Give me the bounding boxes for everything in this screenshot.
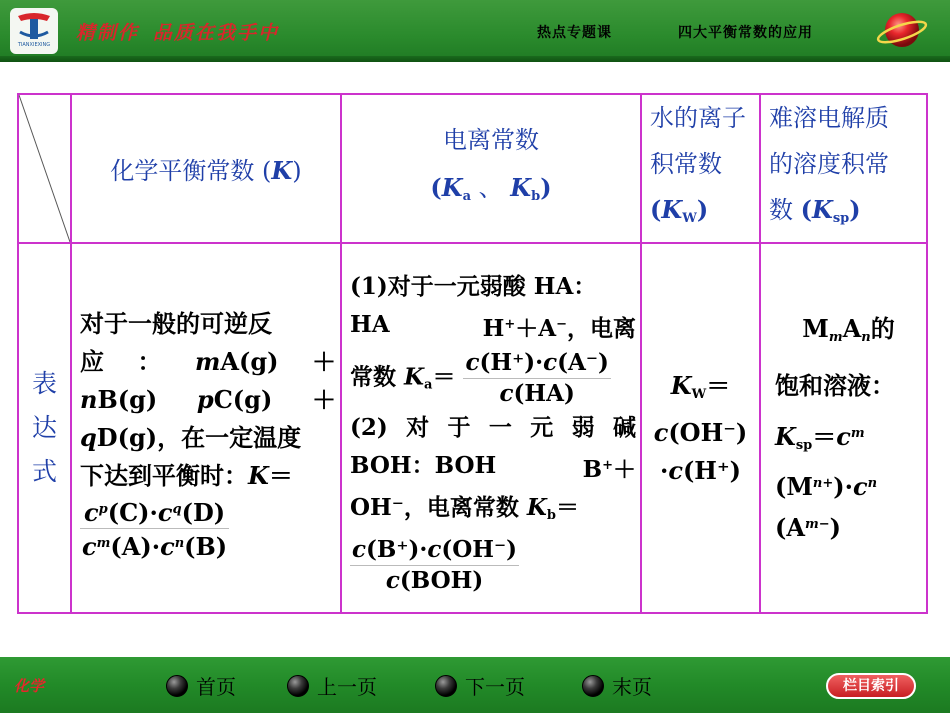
header-ionization: 电离常数 ($K_a$ 、 $K_b$) [341,94,641,243]
nav-last-button[interactable]: 末页 [582,671,652,700]
diagonal-line [19,95,70,242]
cell-ionization-expression: (1)对于一元弱酸 HA： HA H+＋A−，电离 常数 $K_a=$ $\frac{c(H^+)\cdot c(A^-)}{c(HA)}$ (2) 对 于 一 元 弱 碱 BOH：BOH B+＋ OH⁻，电离常数 $K_b=$ $\frac{c(B^+)\cdot c(OH^-)}{\text{c(BOH)}}$ [341,243,641,613]
corner-cell [18,94,71,243]
footer-bar [0,657,950,713]
ball-icon [435,675,457,697]
ball-icon [287,675,309,697]
ball-icon [166,675,188,697]
nav-prev-button[interactable]: 上一页 [287,671,377,700]
course-title: 热点专题课 [537,25,612,41]
ka-fraction: $\frac{c(H^+)\cdot c(A^-)}{c(HA)}$ [465,349,609,407]
nav-next-button[interactable]: 下一页 [435,671,525,700]
nav-home-button[interactable]: 首页 [166,671,236,700]
subject-label: 化学 [14,677,45,695]
kb-fraction: $\frac{c(B^+)\cdot c(OH^-)}{\text{c(BOH)}}$ [352,536,518,594]
section-index-button[interactable]: 栏目索引 [826,673,916,699]
expression-row [18,243,927,613]
header-solubility-product: 难溶电解质 的溶度积常 数 $(K_{sp})$ [760,94,927,243]
cell-chem-equilibrium-expression: 对于一般的可逆反 应 ： mA(g) ＋ nB(g) pC(g) ＋ qD(g)，在一定温度 下达到平衡时：K＝ $\frac{c^p(C)\cdot c^q(D)}{c^m(A)\cdot c^n(B)}$ [71,243,341,613]
header-water-ion-product: 水的离子 积常数 $(K_W)$ [641,94,760,243]
slogan: 精制作 品质在我手中 [76,22,280,44]
logo-t-icon [14,10,54,42]
planet-icon [876,8,928,52]
header-bar [0,0,950,62]
row-label-expression: 表 达 式 [18,243,71,613]
header-row [18,94,927,243]
equilibrium-constant-fraction: $\frac{c^p(C)\cdot c^q(D)}{c^m(A)\cdot c^n(B)}$ [80,495,229,562]
header-chem-equilibrium: 化学平衡常数 (K) [71,94,341,243]
equilibrium-constants-table [17,93,928,614]
ball-icon [582,675,604,697]
logo-caption: TIANXIEXING [17,42,51,48]
cell-solubility-product-expression: $M_mA_n$的 饱和溶液： $K_{sp}=c^m$ $(M^{n+})\cdot c^n$ $(A^{m-})$ [760,243,927,613]
cell-water-ion-product-expression: $K_W=$ c(OH⁻) ·c(H⁺) [641,243,760,613]
topic-title: 四大平衡常数的应用 [678,25,813,41]
